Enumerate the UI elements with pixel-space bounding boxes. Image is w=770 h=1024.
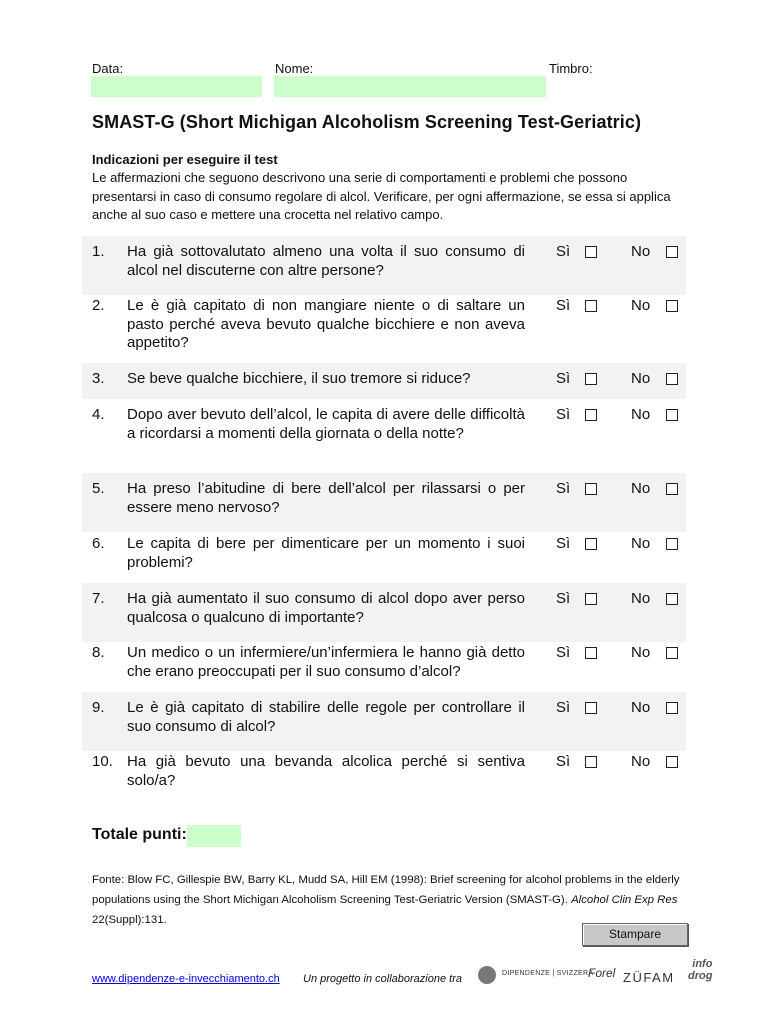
dipendenze-svizzera-logo: DIPENDENZE | SVIZZERA [502,970,594,977]
yes-checkbox[interactable] [585,593,597,605]
question-number: 3. [92,370,105,387]
question-row [82,290,686,363]
no-label: No [631,370,651,387]
question-row [82,583,686,642]
no-label: No [631,535,651,552]
yes-label: Sì [556,297,571,314]
yes-checkbox[interactable] [585,373,597,385]
yes-checkbox[interactable] [585,702,597,714]
question-row [82,637,686,692]
yes-label: Sì [556,644,571,661]
source-journal: Alcohol Clin Exp Res [571,894,678,906]
yes-label: Sì [556,753,571,770]
name-label: Nome: [275,61,314,76]
question-text: Un medico o un infermiere/un’infermiera le hanno già detto che erano preoccupati per il suo consumo d’alcol? [127,644,525,680]
yes-label: Sì [556,535,571,552]
yes-label: Sì [556,590,571,607]
date-field[interactable] [91,76,262,97]
no-label: No [631,699,651,716]
no-checkbox[interactable] [666,373,678,385]
no-label: No [631,297,651,314]
question-text: Ha già sottovalutato almeno una volta il suo consumo di alcol nel discuterne con altre persone? [127,243,525,279]
yes-label: Sì [556,370,571,387]
infodrog-logo-top: info [692,958,713,970]
source-citation [92,870,682,930]
source-prefix: Fonte: Blow FC, Gillespie BW, Barry KL, Mudd SA, Hill EM (1998): Brief screening for alcohol problems in the elderly populations using the Short Michigan Alcoholism Screening Test-Geriatric Version (SMAST-G). [92,874,680,906]
yes-checkbox[interactable] [585,483,597,495]
question-text: Ha già bevuto una bevanda alcolica perché si sentiva solo/a? [127,753,525,789]
collaboration-text: Un progetto in collaborazione tra [303,973,462,985]
question-row [82,399,686,473]
question-row [82,236,686,295]
page-title: SMAST-G (Short Michigan Alcoholism Screening Test-Geriatric) [92,112,642,132]
question-number: 4. [92,406,105,423]
question-row [82,363,686,399]
question-text: Le è già capitato di stabilire delle regole per controllare il suo consumo di alcol? [127,699,525,735]
no-label: No [631,644,651,661]
question-number: 1. [92,243,105,260]
no-label: No [631,480,651,497]
no-checkbox[interactable] [666,538,678,550]
no-label: No [631,243,651,260]
question-number: 9. [92,699,105,716]
question-text: Le capita di bere per dimenticare per un momento i suoi problemi? [127,535,525,571]
total-label: Totale punti: [92,826,187,843]
question-text: Dopo aver bevuto dell’alcol, le capita di avere delle difficoltà a ricordarsi a momenti della giornata o della notte? [127,406,525,442]
infodrog-logo [688,958,712,982]
question-text: Le è già capitato di non mangiare niente o di saltare un pasto perché aveva bevuto qualche bicchiere e non aveva appetito? [127,297,525,351]
dipendenze-svizzera-logo-icon [478,966,496,984]
yes-label: Sì [556,243,571,260]
yes-checkbox[interactable] [585,409,597,421]
yes-checkbox[interactable] [585,647,597,659]
zufam-logo: ZÜFAM [623,970,675,985]
no-checkbox[interactable] [666,593,678,605]
question-number: 10. [92,753,113,770]
yes-label: Sì [556,480,571,497]
no-checkbox[interactable] [666,483,678,495]
name-field[interactable] [274,76,546,97]
question-row [82,473,686,532]
question-number: 6. [92,535,105,552]
print-button[interactable]: Stampare [582,923,688,946]
no-checkbox[interactable] [666,702,678,714]
yes-checkbox[interactable] [585,300,597,312]
forel-logo: Forel [588,966,616,980]
question-number: 7. [92,590,105,607]
no-label: No [631,406,651,423]
question-number: 8. [92,644,105,661]
question-number: 2. [92,297,105,314]
source-suffix: 22(Suppl):131. [92,914,167,926]
yes-checkbox[interactable] [585,756,597,768]
question-text: Se beve qualche bicchiere, il suo tremore si riduce? [127,370,471,387]
no-checkbox[interactable] [666,647,678,659]
no-checkbox[interactable] [666,756,678,768]
question-number: 5. [92,480,105,497]
total-field[interactable] [187,825,241,847]
stamp-label: Timbro: [549,61,593,76]
question-row [82,692,686,751]
question-text: Ha preso l’abitudine di bere dell’alcol per rilassarsi o per essere meno nervoso? [127,480,525,516]
website-link[interactable]: www.dipendenze-e-invecchiamento.ch [92,973,280,985]
yes-label: Sì [556,699,571,716]
question-row [82,528,686,583]
question-text: Ha già aumentato il suo consumo di alcol dopo aver perso qualcosa o qualcuno di importante? [127,590,525,626]
infodrog-logo-bottom: drog [688,970,713,982]
no-checkbox[interactable] [666,300,678,312]
yes-checkbox[interactable] [585,246,597,258]
question-row [82,746,686,801]
instructions-text: Le affermazioni che seguono descrivono una serie di comportamenti e problemi che possono presentarsi in caso di consumo regolare di alcol. Verificare, per ogni affermazione, se essa si applica anche al suo caso e mettere una crocetta nel relativo campo. [92,170,671,222]
yes-label: Sì [556,406,571,423]
no-label: No [631,590,651,607]
yes-checkbox[interactable] [585,538,597,550]
date-label: Data: [92,61,124,76]
no-checkbox[interactable] [666,409,678,421]
no-label: No [631,753,651,770]
instructions-heading: Indicazioni per eseguire il test [92,152,278,167]
no-checkbox[interactable] [666,246,678,258]
